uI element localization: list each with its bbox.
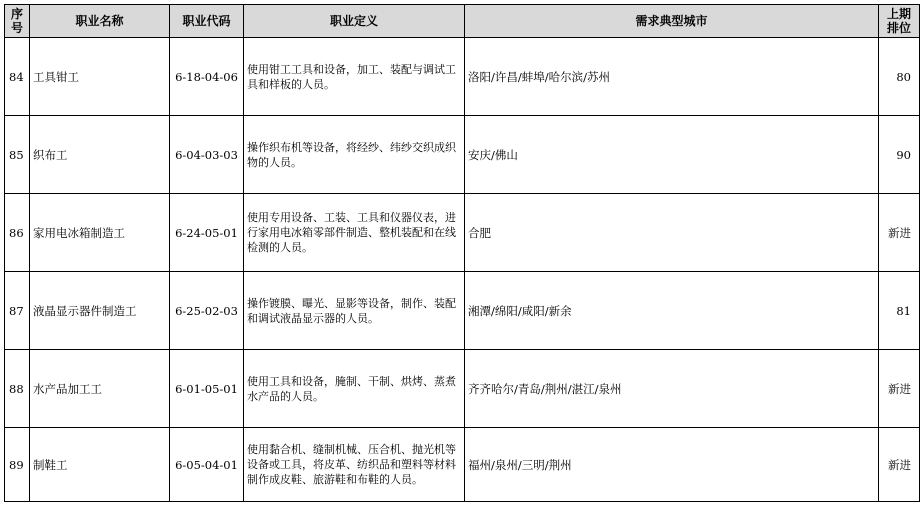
header-occupation-code: 职业代码 [170, 5, 244, 38]
header-occupation-name: 职业名称 [30, 5, 170, 38]
occupation-name: 家用电冰箱制造工 [30, 194, 170, 272]
previous-rank: 80 [879, 38, 920, 116]
occupation-definition: 操作织布机等设备，将经纱、纬纱交织成织物的人员。 [244, 116, 465, 194]
header-previous-rank: 上期排位 [879, 5, 920, 38]
occupation-code: 6-24-05-01 [170, 194, 244, 272]
previous-rank: 新进 [879, 428, 920, 502]
occupation-table-wrapper [4, 4, 920, 502]
demand-cities: 洛阳/许昌/蚌埠/哈尔滨/苏州 [465, 38, 879, 116]
row-num: 87 [5, 272, 30, 350]
demand-cities: 湘潭/绵阳/咸阳/新余 [465, 272, 879, 350]
header-occupation-definition: 职业定义 [244, 5, 465, 38]
occupation-demand-table [4, 4, 920, 502]
occupation-code: 6-05-04-01 [170, 428, 244, 502]
table-row [5, 428, 920, 502]
row-num: 85 [5, 116, 30, 194]
occupation-code: 6-18-04-06 [170, 38, 244, 116]
previous-rank: 90 [879, 116, 920, 194]
header-row [5, 5, 920, 38]
table-row [5, 116, 920, 194]
demand-cities: 齐齐哈尔/青岛/荆州/湛江/泉州 [465, 350, 879, 428]
row-num: 86 [5, 194, 30, 272]
previous-rank: 新进 [879, 194, 920, 272]
occupation-definition: 使用黏合机、缝制机械、压合机、抛光机等设备或工具，将皮革、纺织品和塑料等材料制作成皮鞋、旅游鞋和布鞋的人员。 [244, 428, 465, 502]
table-row [5, 38, 920, 116]
previous-rank: 新进 [879, 350, 920, 428]
occupation-definition: 使用工具和设备，腌制、干制、烘烤、蒸煮水产品的人员。 [244, 350, 465, 428]
table-row [5, 350, 920, 428]
row-num: 84 [5, 38, 30, 116]
demand-cities: 福州/泉州/三明/荆州 [465, 428, 879, 502]
occupation-code: 6-01-05-01 [170, 350, 244, 428]
table-row [5, 194, 920, 272]
occupation-definition: 使用专用设备、工装、工具和仪器仪表，进行家用电冰箱零部件制造、整机装配和在线检测的人员。 [244, 194, 465, 272]
previous-rank: 81 [879, 272, 920, 350]
occupation-code: 6-25-02-03 [170, 272, 244, 350]
occupation-name: 织布工 [30, 116, 170, 194]
occupation-name: 制鞋工 [30, 428, 170, 502]
occupation-definition: 使用钳工工具和设备，加工、装配与调试工具和样板的人员。 [244, 38, 465, 116]
table-row [5, 272, 920, 350]
row-num: 89 [5, 428, 30, 502]
demand-cities: 安庆/佛山 [465, 116, 879, 194]
occupation-name: 水产品加工工 [30, 350, 170, 428]
header-demand-cities: 需求典型城市 [465, 5, 879, 38]
occupation-name: 工具钳工 [30, 38, 170, 116]
occupation-name: 液晶显示器件制造工 [30, 272, 170, 350]
row-num: 88 [5, 350, 30, 428]
occupation-code: 6-04-03-03 [170, 116, 244, 194]
demand-cities: 合肥 [465, 194, 879, 272]
header-num: 序号 [5, 5, 30, 38]
occupation-definition: 操作镀膜、曝光、显影等设备，制作、装配和调试液晶显示器的人员。 [244, 272, 465, 350]
